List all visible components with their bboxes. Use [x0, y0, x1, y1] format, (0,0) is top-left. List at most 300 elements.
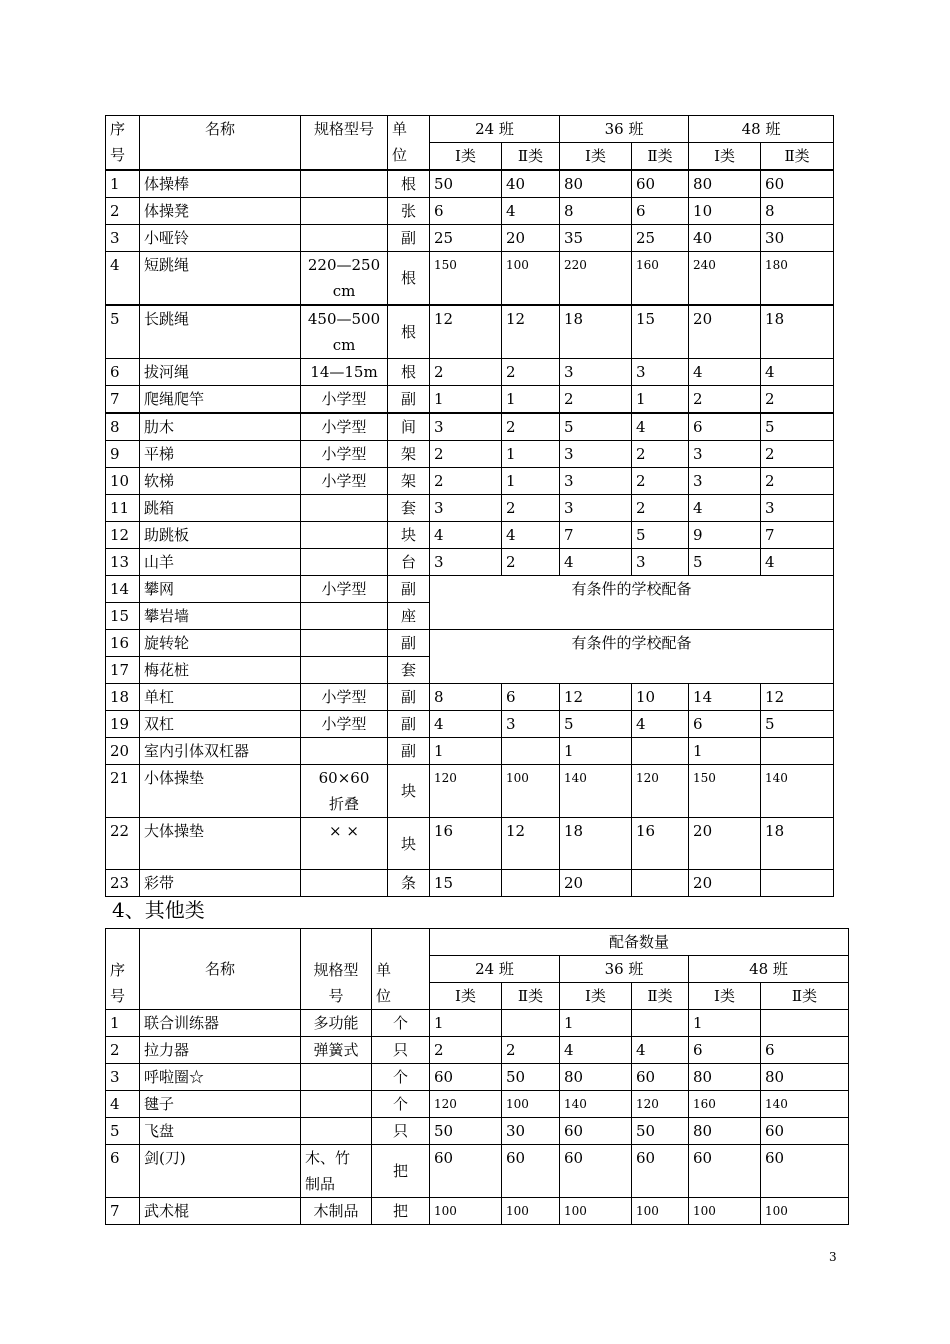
item-unit: 副 [388, 711, 430, 738]
quantity-cell: 1 [430, 386, 502, 414]
quantity-cell: 50 [430, 1118, 502, 1145]
quantity-cell: 100 [430, 1198, 502, 1225]
quantity-cell: 15 [632, 305, 689, 359]
header-category: Ⅱ类 [761, 143, 834, 171]
quantity-cell: 5 [560, 711, 632, 738]
table-row [106, 684, 834, 711]
table-row [106, 441, 834, 468]
header-category: Ⅰ类 [430, 983, 502, 1010]
table-row [106, 468, 834, 495]
quantity-cell: 160 [689, 1091, 761, 1118]
quantity-cell: 2 [502, 359, 560, 386]
quantity-cell: 4 [689, 359, 761, 386]
header-unit: 单 位 [372, 929, 430, 1010]
table-row [106, 386, 834, 414]
item-name: 山羊 [140, 549, 301, 576]
item-spec: 木、竹 制品 [301, 1145, 372, 1198]
row-number: 7 [106, 1198, 140, 1225]
table-row [106, 413, 834, 441]
table-row [106, 170, 834, 198]
quantity-cell: 50 [430, 170, 502, 198]
merged-note: 有条件的学校配备 [430, 576, 834, 630]
table-row [106, 225, 834, 252]
quantity-cell: 4 [430, 522, 502, 549]
quantity-cell: 1 [689, 1010, 761, 1037]
quantity-cell: 2 [502, 549, 560, 576]
header-spec: 规格型 号 [301, 929, 372, 1010]
item-unit: 副 [388, 684, 430, 711]
quantity-cell: 40 [689, 225, 761, 252]
quantity-cell: 20 [502, 225, 560, 252]
row-number: 4 [106, 1091, 140, 1118]
quantity-cell: 3 [430, 495, 502, 522]
quantity-cell: 120 [430, 1091, 502, 1118]
item-spec: 14—15m [301, 359, 388, 386]
quantity-cell: 6 [430, 198, 502, 225]
header-category: Ⅱ类 [502, 143, 560, 171]
item-unit: 副 [388, 225, 430, 252]
quantity-cell: 3 [502, 711, 560, 738]
item-unit: 台 [388, 549, 430, 576]
item-name: 彩带 [140, 870, 301, 897]
item-unit: 套 [388, 657, 430, 684]
table-row [106, 870, 834, 897]
merged-note: 有条件的学校配备 [430, 630, 834, 684]
quantity-cell: 6 [632, 198, 689, 225]
item-spec [301, 198, 388, 225]
quantity-cell: 120 [632, 1091, 689, 1118]
item-name: 爬绳爬竿 [140, 386, 301, 414]
header-class-group: 24 班 [430, 956, 560, 983]
quantity-cell: 12 [502, 818, 560, 870]
quantity-cell: 4 [632, 711, 689, 738]
header-class-group: 24 班 [430, 116, 560, 143]
quantity-cell: 100 [502, 1198, 560, 1225]
header-quantity: 配备数量 [430, 929, 849, 956]
item-spec: 小学型 [301, 441, 388, 468]
row-number: 5 [106, 1118, 140, 1145]
item-unit: 间 [388, 413, 430, 441]
quantity-cell: 2 [430, 1037, 502, 1064]
item-spec: 小学型 [301, 711, 388, 738]
quantity-cell: 20 [689, 870, 761, 897]
quantity-cell: 60 [689, 1145, 761, 1198]
item-unit: 把 [372, 1198, 430, 1225]
quantity-cell: 3 [632, 359, 689, 386]
row-number: 21 [106, 765, 140, 818]
quantity-cell: 60 [502, 1145, 560, 1198]
quantity-cell: 15 [430, 870, 502, 897]
table-row [106, 818, 834, 870]
item-spec: 60×60 折叠 [301, 765, 388, 818]
quantity-cell: 25 [632, 225, 689, 252]
item-name: 肋木 [140, 413, 301, 441]
item-spec: 小学型 [301, 576, 388, 603]
quantity-cell: 5 [560, 413, 632, 441]
item-name: 旋转轮 [140, 630, 301, 657]
table-row [106, 1091, 849, 1118]
quantity-cell: 8 [560, 198, 632, 225]
quantity-cell [502, 870, 560, 897]
quantity-cell: 1 [430, 738, 502, 765]
quantity-cell: 18 [761, 818, 834, 870]
row-number: 22 [106, 818, 140, 870]
quantity-cell: 7 [761, 522, 834, 549]
table-row [106, 1198, 849, 1225]
item-spec [301, 1118, 372, 1145]
quantity-cell: 1 [502, 441, 560, 468]
page-number: 3 [829, 1250, 837, 1264]
quantity-cell: 6 [689, 1037, 761, 1064]
quantity-cell: 3 [560, 359, 632, 386]
quantity-cell: 80 [560, 170, 632, 198]
quantity-cell [632, 738, 689, 765]
table-row [106, 576, 834, 603]
quantity-cell: 2 [632, 495, 689, 522]
header-category: Ⅰ类 [560, 983, 632, 1010]
item-unit: 条 [388, 870, 430, 897]
quantity-cell: 3 [689, 468, 761, 495]
item-spec [301, 657, 388, 684]
quantity-cell: 30 [761, 225, 834, 252]
item-spec [301, 603, 388, 630]
quantity-cell: 18 [761, 305, 834, 359]
quantity-cell: 4 [761, 359, 834, 386]
header-name: 名称 [140, 929, 301, 1010]
item-unit: 副 [388, 576, 430, 603]
row-number: 14 [106, 576, 140, 603]
quantity-cell: 6 [502, 684, 560, 711]
row-number: 3 [106, 1064, 140, 1091]
quantity-cell: 4 [632, 1037, 689, 1064]
quantity-cell: 50 [632, 1118, 689, 1145]
item-unit: 块 [388, 765, 430, 818]
row-number: 12 [106, 522, 140, 549]
quantity-cell: 1 [430, 1010, 502, 1037]
item-spec [301, 495, 388, 522]
header-class-group: 48 班 [689, 116, 834, 143]
quantity-cell: 160 [632, 252, 689, 306]
quantity-cell: 2 [430, 468, 502, 495]
quantity-cell: 8 [761, 198, 834, 225]
item-name: 梅花桩 [140, 657, 301, 684]
header-seq: 序 号 [106, 929, 140, 1010]
item-spec: 木制品 [301, 1198, 372, 1225]
quantity-cell: 2 [502, 1037, 560, 1064]
item-spec [301, 738, 388, 765]
item-name: 剑(刀) [140, 1145, 301, 1198]
quantity-cell: 3 [430, 549, 502, 576]
item-name: 跳箱 [140, 495, 301, 522]
item-name: 武术棍 [140, 1198, 301, 1225]
quantity-cell: 3 [560, 441, 632, 468]
header-category: Ⅰ类 [689, 983, 761, 1010]
item-name: 双杠 [140, 711, 301, 738]
row-number: 3 [106, 225, 140, 252]
row-number: 10 [106, 468, 140, 495]
quantity-cell: 100 [689, 1198, 761, 1225]
quantity-cell: 5 [632, 522, 689, 549]
quantity-cell [502, 738, 560, 765]
item-unit: 副 [388, 386, 430, 414]
quantity-cell: 5 [689, 549, 761, 576]
quantity-cell: 30 [502, 1118, 560, 1145]
header-spec: 规格型号 [301, 116, 388, 171]
quantity-cell: 3 [761, 495, 834, 522]
quantity-cell: 18 [560, 818, 632, 870]
table-row [106, 1145, 849, 1198]
quantity-cell: 16 [430, 818, 502, 870]
quantity-cell: 3 [560, 468, 632, 495]
quantity-cell: 100 [502, 252, 560, 306]
table-row [106, 630, 834, 657]
quantity-cell: 120 [632, 765, 689, 818]
item-unit: 个 [372, 1064, 430, 1091]
quantity-cell: 5 [761, 413, 834, 441]
item-spec: 小学型 [301, 684, 388, 711]
item-unit: 根 [388, 170, 430, 198]
row-number: 17 [106, 657, 140, 684]
quantity-cell: 4 [430, 711, 502, 738]
quantity-cell: 20 [689, 305, 761, 359]
item-name: 攀网 [140, 576, 301, 603]
quantity-cell: 10 [689, 198, 761, 225]
quantity-cell: 100 [560, 1198, 632, 1225]
row-number: 20 [106, 738, 140, 765]
quantity-cell: 2 [761, 468, 834, 495]
row-number: 1 [106, 1010, 140, 1037]
row-number: 5 [106, 305, 140, 359]
quantity-cell: 4 [560, 549, 632, 576]
item-spec: 220—250 cm [301, 252, 388, 306]
header-category: Ⅰ类 [560, 143, 632, 171]
item-name: 长跳绳 [140, 305, 301, 359]
quantity-cell: 16 [632, 818, 689, 870]
quantity-cell: 60 [632, 170, 689, 198]
item-unit: 副 [388, 630, 430, 657]
quantity-cell: 1 [560, 738, 632, 765]
quantity-cell [632, 870, 689, 897]
quantity-cell [761, 738, 834, 765]
table-row [106, 1064, 849, 1091]
quantity-cell: 6 [689, 711, 761, 738]
item-name: 体操棒 [140, 170, 301, 198]
header-category: Ⅰ类 [689, 143, 761, 171]
quantity-cell: 1 [502, 386, 560, 414]
row-number: 4 [106, 252, 140, 306]
quantity-cell: 18 [560, 305, 632, 359]
table-row [106, 305, 834, 359]
item-spec: 450—500 cm [301, 305, 388, 359]
quantity-cell: 2 [430, 441, 502, 468]
section-heading: 4、其他类 [112, 898, 205, 922]
item-name: 呼啦圈☆ [140, 1064, 301, 1091]
quantity-cell: 60 [761, 1145, 849, 1198]
item-unit: 个 [372, 1091, 430, 1118]
quantity-cell: 4 [502, 198, 560, 225]
item-spec [301, 1091, 372, 1118]
header-category: Ⅰ类 [430, 143, 502, 171]
quantity-cell: 1 [632, 386, 689, 414]
item-unit: 架 [388, 468, 430, 495]
item-name: 毽子 [140, 1091, 301, 1118]
item-name: 软梯 [140, 468, 301, 495]
quantity-cell: 140 [761, 765, 834, 818]
quantity-cell: 2 [632, 441, 689, 468]
item-name: 攀岩墙 [140, 603, 301, 630]
quantity-cell: 12 [560, 684, 632, 711]
table-row [106, 1118, 849, 1145]
quantity-cell: 150 [430, 252, 502, 306]
table-row [106, 711, 834, 738]
quantity-cell: 35 [560, 225, 632, 252]
header-seq: 序 号 [106, 116, 140, 171]
quantity-cell: 4 [560, 1037, 632, 1064]
quantity-cell: 1 [689, 738, 761, 765]
item-name: 拉力器 [140, 1037, 301, 1064]
header-category: Ⅱ类 [761, 983, 849, 1010]
quantity-cell: 80 [761, 1064, 849, 1091]
item-spec: 小学型 [301, 468, 388, 495]
quantity-cell: 60 [430, 1145, 502, 1198]
table-row [106, 549, 834, 576]
table-row [106, 359, 834, 386]
item-spec [301, 1064, 372, 1091]
item-spec [301, 225, 388, 252]
quantity-cell: 60 [560, 1118, 632, 1145]
quantity-cell: 60 [761, 1118, 849, 1145]
quantity-cell: 240 [689, 252, 761, 306]
quantity-cell: 10 [632, 684, 689, 711]
item-name: 飞盘 [140, 1118, 301, 1145]
header-category: Ⅱ类 [632, 983, 689, 1010]
item-unit: 只 [372, 1118, 430, 1145]
row-number: 2 [106, 198, 140, 225]
quantity-cell: 150 [689, 765, 761, 818]
quantity-cell: 2 [430, 359, 502, 386]
header-class-group: 48 班 [689, 956, 849, 983]
item-unit: 根 [388, 305, 430, 359]
quantity-cell: 2 [502, 495, 560, 522]
item-name: 单杠 [140, 684, 301, 711]
row-number: 23 [106, 870, 140, 897]
quantity-cell: 6 [761, 1037, 849, 1064]
quantity-cell: 100 [632, 1198, 689, 1225]
item-unit: 块 [388, 818, 430, 870]
quantity-cell: 1 [560, 1010, 632, 1037]
quantity-cell: 60 [560, 1145, 632, 1198]
table-row [106, 522, 834, 549]
quantity-cell: 9 [689, 522, 761, 549]
quantity-cell: 2 [761, 441, 834, 468]
quantity-cell: 12 [761, 684, 834, 711]
row-number: 18 [106, 684, 140, 711]
quantity-cell: 120 [430, 765, 502, 818]
quantity-cell: 4 [689, 495, 761, 522]
item-unit: 把 [372, 1145, 430, 1198]
quantity-cell: 3 [430, 413, 502, 441]
quantity-cell: 12 [430, 305, 502, 359]
quantity-cell: 60 [430, 1064, 502, 1091]
item-unit: 根 [388, 359, 430, 386]
header-name: 名称 [140, 116, 301, 171]
row-number: 15 [106, 603, 140, 630]
item-unit: 只 [372, 1037, 430, 1064]
table-row [106, 495, 834, 522]
item-spec: 小学型 [301, 413, 388, 441]
quantity-cell: 2 [560, 386, 632, 414]
quantity-cell: 25 [430, 225, 502, 252]
quantity-cell: 20 [689, 818, 761, 870]
header-unit: 单 位 [388, 116, 430, 171]
quantity-cell: 8 [430, 684, 502, 711]
quantity-cell: 7 [560, 522, 632, 549]
item-spec: 弹簧式 [301, 1037, 372, 1064]
header-category: Ⅱ类 [502, 983, 560, 1010]
quantity-cell: 14 [689, 684, 761, 711]
other-equipment-table [105, 928, 849, 1225]
quantity-cell: 60 [632, 1145, 689, 1198]
item-name: 平梯 [140, 441, 301, 468]
quantity-cell [761, 1010, 849, 1037]
equipment-table [105, 115, 834, 897]
item-name: 小哑铃 [140, 225, 301, 252]
quantity-cell: 3 [632, 549, 689, 576]
table-row [106, 198, 834, 225]
row-number: 8 [106, 413, 140, 441]
item-spec [301, 522, 388, 549]
quantity-cell: 50 [502, 1064, 560, 1091]
header-category: Ⅱ类 [632, 143, 689, 171]
quantity-cell: 60 [761, 170, 834, 198]
item-name: 联合训练器 [140, 1010, 301, 1037]
table-row [106, 1037, 849, 1064]
row-number: 19 [106, 711, 140, 738]
item-unit: 架 [388, 441, 430, 468]
row-number: 16 [106, 630, 140, 657]
quantity-cell: 100 [502, 1091, 560, 1118]
quantity-cell: 80 [689, 1064, 761, 1091]
quantity-cell: 4 [632, 413, 689, 441]
item-spec [301, 549, 388, 576]
item-name: 大体操垫 [140, 818, 301, 870]
row-number: 1 [106, 170, 140, 198]
item-unit: 块 [388, 522, 430, 549]
item-unit: 副 [388, 738, 430, 765]
quantity-cell: 40 [502, 170, 560, 198]
item-name: 体操凳 [140, 198, 301, 225]
quantity-cell [632, 1010, 689, 1037]
item-spec: 多功能 [301, 1010, 372, 1037]
quantity-cell: 80 [689, 1118, 761, 1145]
header-class-group: 36 班 [560, 116, 689, 143]
quantity-cell: 140 [761, 1091, 849, 1118]
table-row [106, 1010, 849, 1037]
quantity-cell: 140 [560, 765, 632, 818]
item-unit: 套 [388, 495, 430, 522]
item-name: 小体操垫 [140, 765, 301, 818]
quantity-cell: 60 [632, 1064, 689, 1091]
header-class-group: 36 班 [560, 956, 689, 983]
quantity-cell: 2 [502, 413, 560, 441]
quantity-cell: 80 [560, 1064, 632, 1091]
quantity-cell: 3 [689, 441, 761, 468]
item-name: 拔河绳 [140, 359, 301, 386]
quantity-cell: 3 [560, 495, 632, 522]
quantity-cell: 4 [502, 522, 560, 549]
quantity-cell: 100 [761, 1198, 849, 1225]
item-name: 助跳板 [140, 522, 301, 549]
